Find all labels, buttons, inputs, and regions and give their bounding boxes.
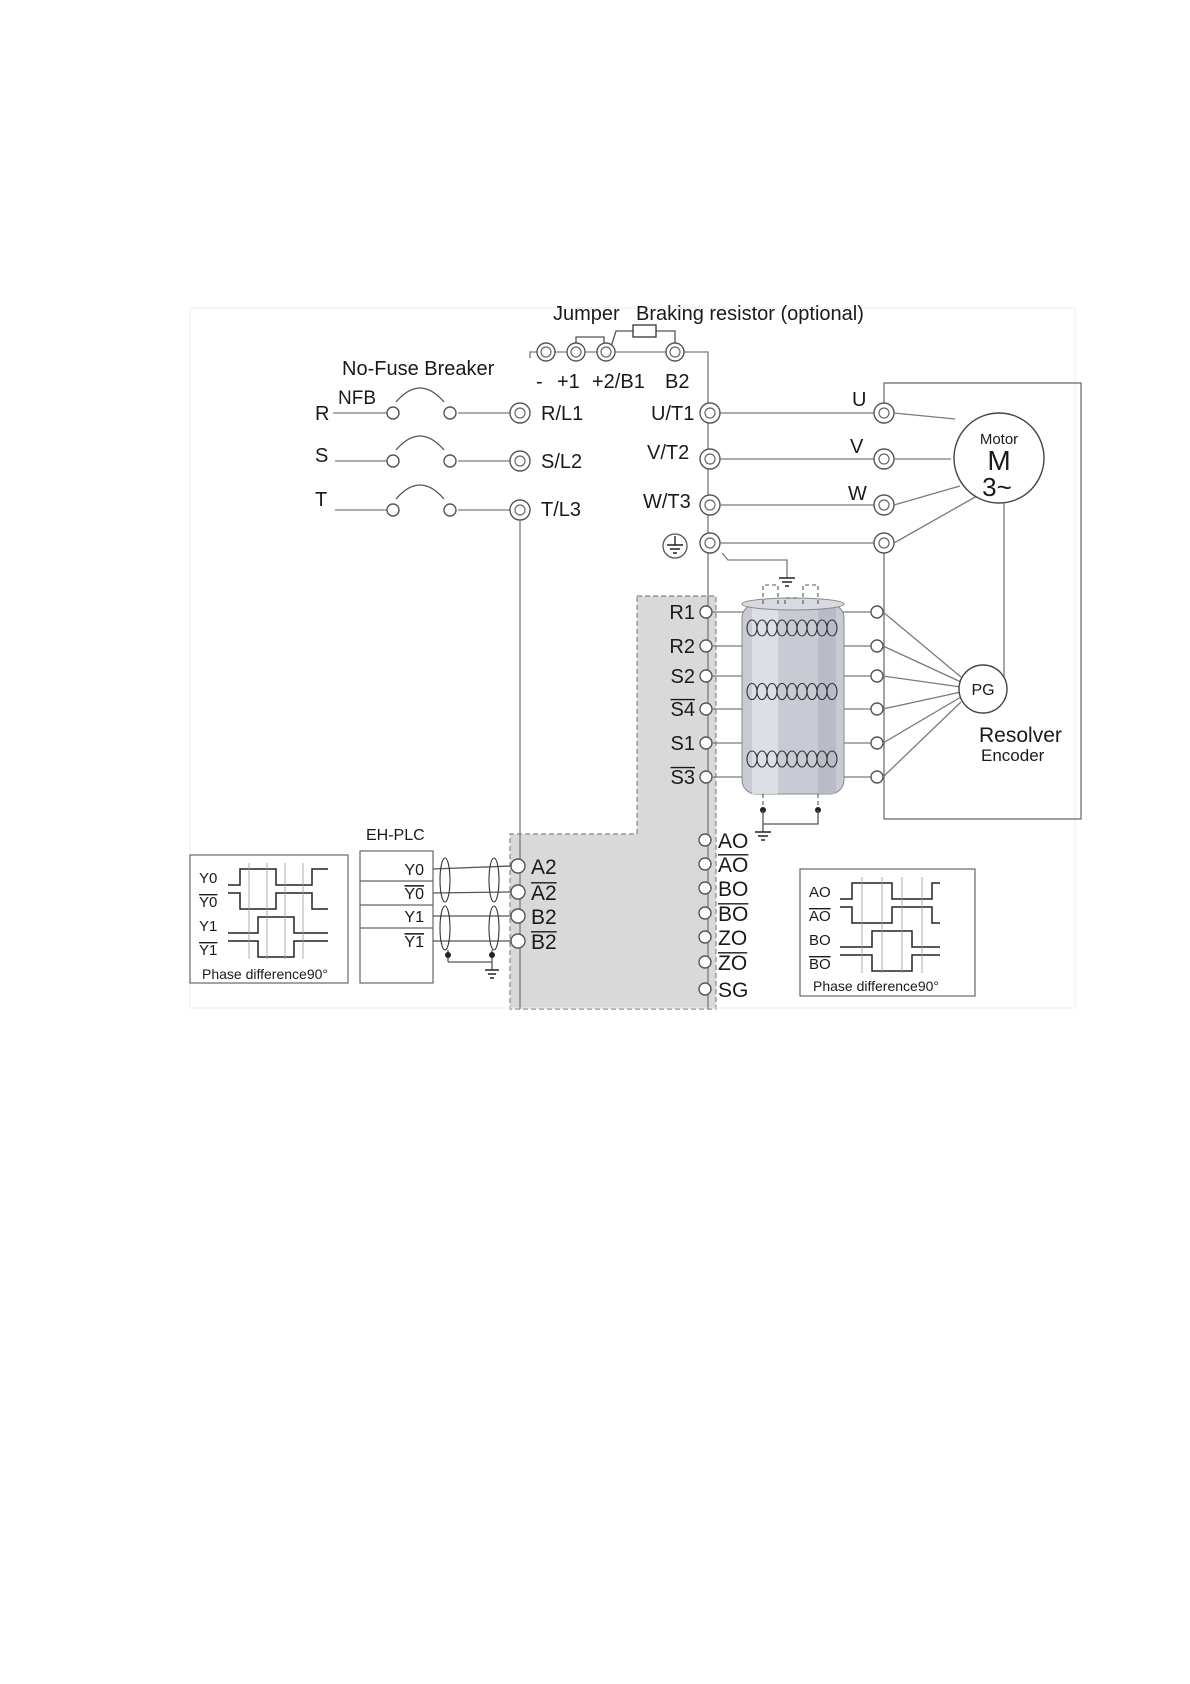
input-terminal-r-l1 xyxy=(510,403,530,423)
output-terminal-u-t1 xyxy=(700,403,720,423)
motor-terminal-w xyxy=(874,495,894,515)
pg-terminal-s3 xyxy=(871,771,883,783)
motor-symbol-label: M xyxy=(987,445,1011,476)
pg-terminal-s1 xyxy=(871,737,883,749)
breaker-contact-r xyxy=(396,388,444,402)
breaker-pin-r1 xyxy=(387,407,399,419)
resolver-terminal-label-s1: S1 xyxy=(670,733,695,755)
ground-drop-icon xyxy=(779,578,795,586)
braking-resistor-label: Braking resistor (optional) xyxy=(636,303,864,325)
motor-terminal-label-v: V xyxy=(850,436,864,458)
resolver-terminal-s1 xyxy=(700,737,712,749)
pg-terminal-r2 xyxy=(871,640,883,652)
input-terminal-label-r-l1: R/L1 xyxy=(541,403,584,425)
breaker-contact-s xyxy=(396,436,444,450)
breaker-pin-t1 xyxy=(387,504,399,516)
waveform-right-caption: Phase difference90° xyxy=(813,978,939,994)
pg-terminal-r1 xyxy=(871,606,883,618)
output-pulse-label-zo: ZO xyxy=(718,927,748,950)
wave-left-label-y0: Y0 xyxy=(199,870,218,887)
output-terminal-ground xyxy=(700,533,720,553)
output-pulse-terminal-ao xyxy=(699,834,711,846)
phase-label-s: S xyxy=(315,445,329,467)
output-terminal-label-w-t3: W/T3 xyxy=(643,491,691,513)
output-pulse-terminal-bo-bar xyxy=(699,907,711,919)
plc-output-label-y1-bar: Y1 xyxy=(404,934,424,951)
output-pulse-terminal-bo xyxy=(699,882,711,894)
plc-shield-loop xyxy=(489,906,499,950)
input-pulse-terminal-a2 xyxy=(511,859,525,873)
output-pulse-terminal-sg xyxy=(699,983,711,995)
shield-ground-wire xyxy=(763,810,818,832)
output-pulse-terminal-zo-bar xyxy=(699,956,711,968)
wave-left-label-y1-bar: Y1 xyxy=(199,942,218,959)
phase-label-r: R xyxy=(315,403,330,425)
output-terminal-v-t2 xyxy=(700,449,720,469)
breaker-pin-r2 xyxy=(444,407,456,419)
input-terminal-s-l2 xyxy=(510,451,530,471)
output-pulse-label-ao: AO xyxy=(718,830,749,853)
output-terminal-w-t3 xyxy=(700,495,720,515)
plc-output-label-y0-bar: Y0 xyxy=(404,886,424,903)
phase-label-t: T xyxy=(315,489,328,511)
input-pulse-label-b2: B2 xyxy=(531,906,557,929)
dc-terminal-plus1 xyxy=(567,343,585,361)
plc-wire-1 xyxy=(433,892,511,893)
resolver-terminal-s2 xyxy=(700,670,712,682)
wave-right-label-bo-bar: BO xyxy=(809,956,831,973)
ground-drop-wire xyxy=(722,553,787,578)
motor-phase-label: 3~ xyxy=(982,472,1012,502)
resolver-terminal-r2 xyxy=(700,640,712,652)
resolver-terminal-label-s3: S3 xyxy=(670,767,695,789)
dc-terminal-label-b2: B2 xyxy=(665,371,690,393)
breaker-tag: NFB xyxy=(338,388,376,409)
plc-shield-drain xyxy=(448,950,492,970)
motor-terminal-label-u: U xyxy=(852,389,867,411)
breaker-pin-t2 xyxy=(444,504,456,516)
input-pulse-terminal-a2-bar xyxy=(511,885,525,899)
breaker-contact-t xyxy=(396,485,444,499)
dc-terminal-label-minus: - xyxy=(536,371,543,393)
plc-shield-junction-right xyxy=(489,952,495,958)
motor-label: Motor xyxy=(979,431,1019,448)
dc-terminal-label-plus1: +1 xyxy=(557,371,580,393)
output-terminal-label-u-t1: U/T1 xyxy=(651,403,695,425)
dc-terminal-minus xyxy=(537,343,555,361)
wave-left-label-y0-bar: Y0 xyxy=(199,894,218,911)
dc-terminal-b2 xyxy=(666,343,684,361)
plc-shield-junction-left xyxy=(445,952,451,958)
output-terminal-label-v-t2: V/T2 xyxy=(647,442,690,464)
pg-fan-wire-s3 xyxy=(883,702,961,777)
input-terminal-label-s-l2: S/L2 xyxy=(541,451,583,473)
braking-resistor xyxy=(633,325,656,337)
ground-icon xyxy=(663,534,687,558)
output-pulse-label-sg: SG xyxy=(718,979,749,1002)
plc-ground-icon xyxy=(485,970,499,978)
encoder-label: Encoder xyxy=(981,746,1045,765)
wave-right-label-ao-bar: AO xyxy=(809,908,831,925)
jumper-label: Jumper xyxy=(553,303,620,325)
input-terminal-label-t-l3: T/L3 xyxy=(541,499,582,521)
breaker-pin-s2 xyxy=(444,455,456,467)
pg-fan-wire-r2 xyxy=(883,646,961,682)
pg-label: PG xyxy=(971,682,995,699)
shield-ground-icon xyxy=(755,832,771,840)
plc-shield-loop xyxy=(440,906,450,950)
plc-output-label-y1: Y1 xyxy=(404,909,424,926)
resolver-terminal-label-r1: R1 xyxy=(669,602,695,624)
output-pulse-label-zo-bar: ZO xyxy=(718,952,748,975)
wave-left-label-y1: Y1 xyxy=(199,918,218,935)
resolver-terminal-label-s4: S4 xyxy=(670,699,695,721)
waveform-left-caption: Phase difference90° xyxy=(202,966,328,982)
pg-terminal-s4 xyxy=(871,703,883,715)
wave-right-label-ao: AO xyxy=(809,884,831,901)
plc-wire-0 xyxy=(433,866,511,869)
resolver-label: Resolver xyxy=(979,724,1062,747)
plc-shield-loop xyxy=(440,858,450,902)
output-pulse-label-ao-bar: AO xyxy=(718,854,749,877)
plc-twisted-wires xyxy=(433,858,511,978)
motor-terminal-label-w: W xyxy=(848,483,867,505)
resolver-terminal-s4 xyxy=(700,703,712,715)
input-pulse-label-b2-bar: B2 xyxy=(531,931,557,954)
pg-terminal-s2 xyxy=(871,670,883,682)
resolver-terminal-label-r2: R2 xyxy=(669,636,695,658)
pg-fan-wire-s1 xyxy=(883,697,961,743)
pg-fan-wire-s2 xyxy=(883,676,961,687)
resolver-terminal-r1 xyxy=(700,606,712,618)
pg-fan-wire-r1 xyxy=(883,612,961,677)
resolver-terminal-label-s2: S2 xyxy=(670,666,695,688)
motor-terminal-u xyxy=(874,403,894,423)
breaker-title: No-Fuse Breaker xyxy=(342,358,495,380)
output-pulse-terminal-zo xyxy=(699,931,711,943)
resolver-terminal-s3 xyxy=(700,771,712,783)
output-pulse-terminal-ao-bar xyxy=(699,858,711,870)
motor-terminal-ground xyxy=(874,533,894,553)
pg-fan-wire-s4 xyxy=(883,692,961,709)
plc-title: EH-PLC xyxy=(366,827,425,844)
input-pulse-terminal-b2-bar xyxy=(511,934,525,948)
motor-terminal-v xyxy=(874,449,894,469)
plc-output-label-y0: Y0 xyxy=(404,862,424,879)
input-terminal-t-l3 xyxy=(510,500,530,520)
wave-right-label-bo: BO xyxy=(809,932,831,949)
input-pulse-label-a2: A2 xyxy=(531,856,557,879)
input-pulse-terminal-b2 xyxy=(511,909,525,923)
output-pulse-label-bo: BO xyxy=(718,878,749,901)
dc-terminal-plus2-b1 xyxy=(597,343,615,361)
input-pulse-label-a2-bar: A2 xyxy=(531,882,557,905)
breaker-pin-s1 xyxy=(387,455,399,467)
output-pulse-label-bo-bar: BO xyxy=(718,903,749,926)
plc-shield-loop xyxy=(489,858,499,902)
dc-terminal-label-plus2-b1: +2/B1 xyxy=(592,371,645,393)
